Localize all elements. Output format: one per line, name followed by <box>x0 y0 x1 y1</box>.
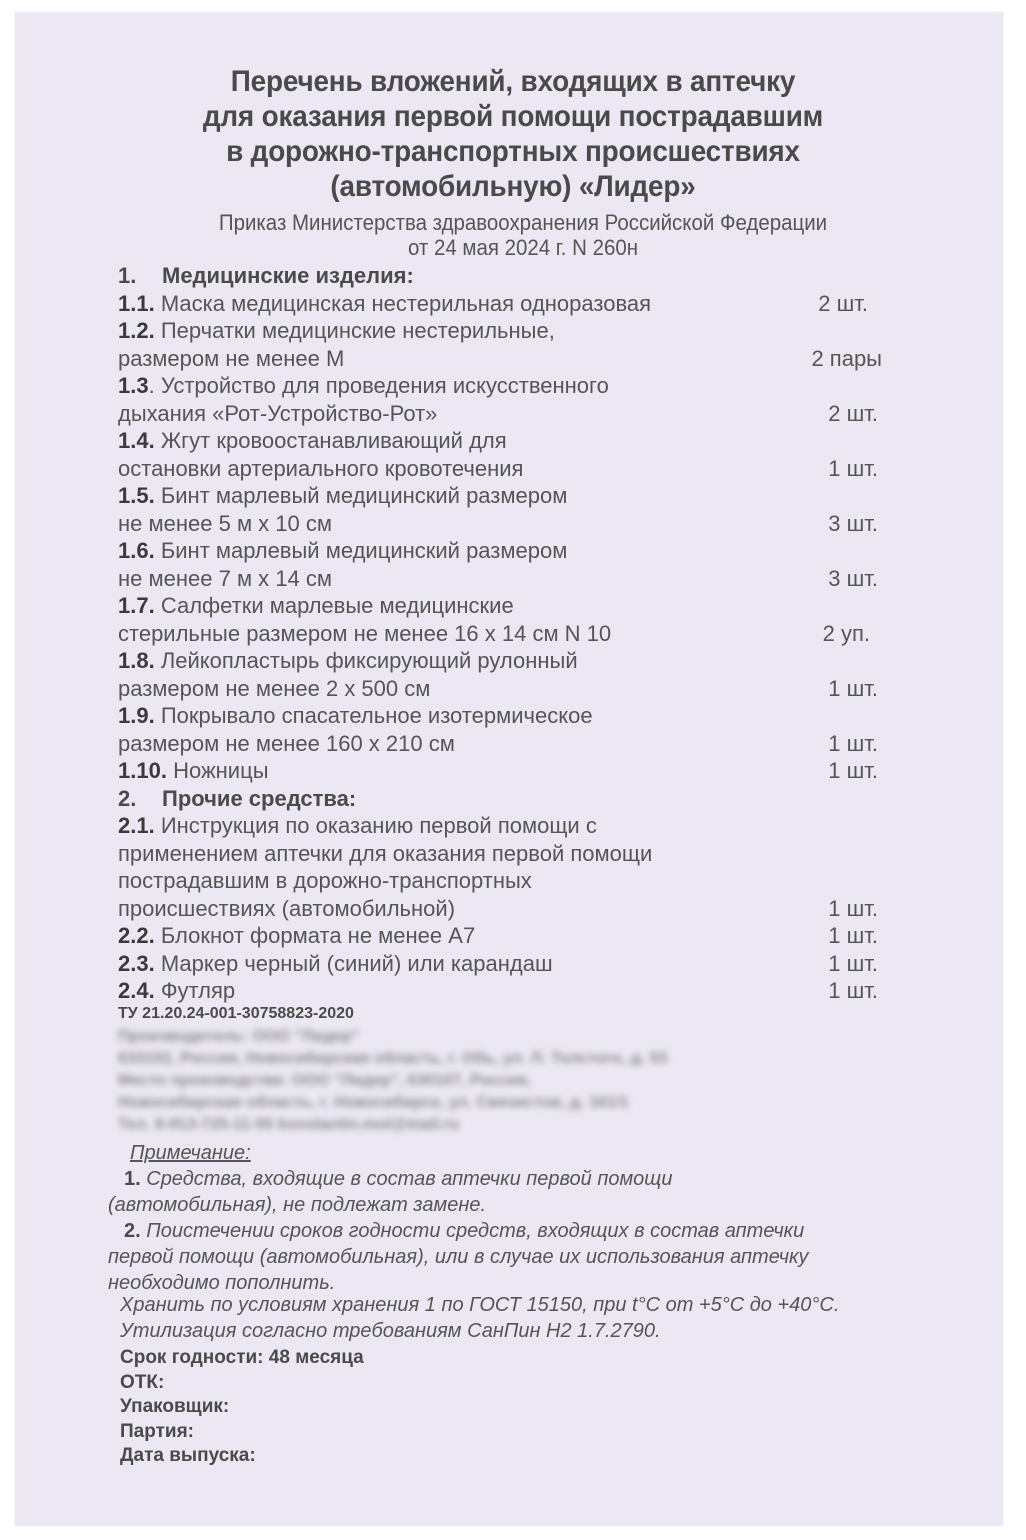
item-text: Лейкопластырь фиксирующий рулонный <box>160 648 578 673</box>
item-text: происшествиях (автомобильной) <box>118 895 456 921</box>
item-text: Футляр <box>160 978 236 1003</box>
item-number: 2.1. <box>118 813 155 838</box>
note-number: 1. <box>124 1168 141 1190</box>
item-number: 1.7. <box>118 593 155 618</box>
list-item <box>118 317 882 372</box>
list-item <box>118 290 878 318</box>
item-text: размером не менее 2 х 500 см <box>118 675 431 701</box>
manufacturer-line: 633102, Россия, Новосибирская область, г. Обь, ул. Л. Толстого, д. 53 <box>118 1050 668 1067</box>
item-text: остановки артериального кровотечения <box>118 455 524 481</box>
section-number: 2. <box>118 785 137 811</box>
item-number: 1.4. <box>118 428 155 453</box>
item-number: 1.9. <box>118 703 155 728</box>
item-quantity: 2 уп. <box>822 620 870 646</box>
section-number: 1. <box>118 263 137 288</box>
list-item <box>118 702 878 757</box>
item-number: 1.8. <box>118 648 155 673</box>
item-quantity: 3 шт. <box>828 510 878 536</box>
note-number: 2. <box>124 1220 141 1242</box>
item-number: 2.2. <box>118 923 155 948</box>
list-item <box>118 977 878 1005</box>
subtitle-line: Приказ Министерства здравоохранения Российской Федерации <box>218 210 828 235</box>
item-number: 1.1. <box>118 290 155 316</box>
list-item <box>118 647 878 702</box>
batch-field: Партия: <box>120 1420 194 1442</box>
item-quantity: 2 шт. <box>828 400 878 426</box>
list-item <box>118 812 878 922</box>
item-text: не менее 7 м х 14 см <box>118 565 332 591</box>
disposal-line: Утилизация согласно требованиям СанПин Н2 1.7.2790. <box>120 1320 661 1342</box>
item-quantity: 1 шт. <box>828 675 878 701</box>
production-fields <box>120 1346 364 1469</box>
item-text: Ножницы <box>173 758 269 783</box>
manufacturer-line: Новосибирская область, г. Новосибирск, ул. Связистов, д. 161/1 <box>118 1094 629 1111</box>
notes-section <box>108 1140 988 1296</box>
item-quantity: 1 шт. <box>828 978 878 1003</box>
note-text: необходимо пополнить. <box>108 1272 336 1294</box>
shelf-life: Срок годности: 48 месяца <box>120 1347 364 1368</box>
item-text: не менее 5 м х 10 см <box>118 510 332 536</box>
contents-list <box>118 262 882 1005</box>
subtitle-line: от 24 мая 2024 г. N 260н <box>407 235 639 260</box>
item-quantity: 2 пары <box>811 345 882 371</box>
item-text: Инструкция по оказанию первой помощи с <box>160 813 597 838</box>
release-date-field: Дата выпуска: <box>120 1445 256 1466</box>
item-text: Блокнот формата не менее А7 <box>160 923 476 948</box>
order-reference <box>0 210 1026 260</box>
item-quantity: 1 шт. <box>828 730 878 756</box>
note-item <box>108 1218 988 1296</box>
item-text: применением аптечки для оказания первой помощи <box>118 840 653 866</box>
note-text: первой помощи (автомобильная), или в случае их использования аптечку <box>108 1246 809 1268</box>
item-text: стерильные размером не менее 16 х 14 см N 10 <box>118 620 612 646</box>
section-heading-medical <box>118 262 878 290</box>
item-number: 1.3 <box>118 373 149 398</box>
manufacturer-line: Тел. 8-913-725-11-55 konstantin.mol@mail.ru <box>118 1116 460 1133</box>
item-quantity: 3 шт. <box>828 565 878 591</box>
section-heading-other <box>118 785 878 813</box>
item-text: . Устройство для проведения искусственного <box>148 373 609 398</box>
item-text: размером не менее М <box>118 345 345 371</box>
item-number: 1.5. <box>118 483 155 508</box>
item-text: Перчатки медицинские нестерильные, <box>160 318 555 343</box>
item-number: 1.2. <box>118 318 155 343</box>
item-text: Маркер черный (синий) или карандаш <box>160 950 553 976</box>
item-text: Салфетки марлевые медицинские <box>160 593 514 618</box>
item-text: пострадавшим в дорожно-транспортных <box>118 868 532 893</box>
manufacturer-line: Производитель: ООО "Лидер" <box>118 1028 360 1045</box>
section-title: Медицинские изделия: <box>162 263 414 288</box>
packer-field: Упаковщик: <box>120 1396 230 1417</box>
list-item <box>118 482 878 537</box>
manufacturer-info-blurred <box>118 1026 918 1136</box>
section-title: Прочие средства: <box>162 785 357 811</box>
item-text: Покрывало спасательное изотермическое <box>160 703 593 728</box>
qc-field: ОТК: <box>120 1371 165 1393</box>
item-text: Жгут кровоостанавливающий для <box>160 428 507 453</box>
item-quantity: 1 шт. <box>828 923 878 948</box>
title-line: (автомобильную) «Лидер» <box>330 170 696 203</box>
item-quantity: 2 шт. <box>818 290 868 316</box>
document-title <box>0 64 1026 204</box>
item-number: 1.6. <box>118 538 155 563</box>
list-item <box>118 950 878 978</box>
manufacturer-line: Место производства: ООО "Лидер", 630107, Россия, <box>118 1072 532 1089</box>
item-text: дыхания «Рот-Устройство-Рот» <box>118 400 438 426</box>
storage-line: Хранить по условиям хранения 1 по ГОСТ 15150, при t°C от +5°C до +40°C. <box>120 1294 840 1316</box>
list-item <box>118 427 878 482</box>
item-number: 2.3. <box>118 950 155 976</box>
item-quantity: 1 шт. <box>828 455 878 481</box>
list-item <box>118 537 878 592</box>
note-text: Средства, входящие в состав аптечки первой помощи <box>140 1168 673 1190</box>
item-text: Бинт марлевый медицинский размером <box>160 483 568 508</box>
list-item <box>118 592 878 647</box>
item-quantity: 1 шт. <box>828 758 878 783</box>
item-number: 1.10. <box>118 758 167 783</box>
storage-conditions <box>120 1292 1000 1344</box>
item-text: Маска медицинская нестерильная одноразовая <box>160 290 652 316</box>
notes-title: Примечание: <box>130 1142 251 1164</box>
item-quantity: 1 шт. <box>828 950 878 976</box>
list-item <box>118 757 878 785</box>
note-text: (автомобильная), не подлежат замене. <box>108 1194 487 1216</box>
item-text: размером не менее 160 х 210 см <box>118 730 455 756</box>
technical-spec-code: ТУ 21.20.24-001-30758823-2020 <box>118 1005 354 1022</box>
title-line: в дорожно-транспортных происшествиях <box>226 135 800 168</box>
list-item <box>118 372 878 427</box>
title-line: для оказания первой помощи пострадавшим <box>202 100 824 133</box>
note-text: Поистечении сроков годности средств, входящих в состав аптечки <box>140 1220 805 1242</box>
title-line: Перечень вложений, входящих в аптечку <box>230 65 796 98</box>
item-number: 2.4. <box>118 978 155 1003</box>
item-text: Бинт марлевый медицинский размером <box>160 538 568 563</box>
item-quantity: 1 шт. <box>828 895 878 921</box>
note-item <box>108 1166 988 1218</box>
list-item <box>118 922 878 950</box>
